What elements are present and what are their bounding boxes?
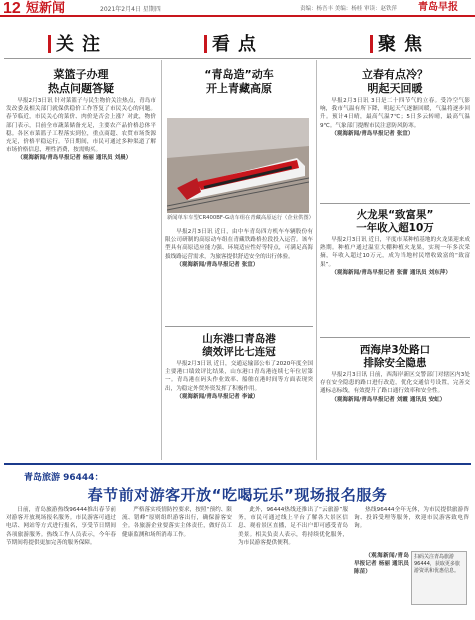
section-rule [165, 326, 313, 327]
bottom-col4-text: 热线96444全年无休，为市民提供旅游咨询、投诉受理等服务，欢迎市民游客致电咨询。 [354, 507, 469, 530]
right-title-line2: 明起天回暖 [367, 82, 423, 95]
bottom-footer-block [354, 552, 409, 612]
middle2-title-line2: 绩效评比七连冠 [202, 346, 276, 358]
bottom-col1 [6, 506, 116, 616]
heading-bar [370, 35, 373, 53]
right-article3-body [320, 371, 470, 455]
right-title3: 火龙果“致富果” [356, 209, 434, 221]
bottom-col4 [354, 506, 469, 550]
right-title-line1: 立春有点冷？ [362, 68, 428, 81]
middle2-article-body [165, 360, 313, 455]
left-article-body [6, 97, 156, 452]
right-body1-text: 早报2月3日讯 3日是二十四节气的立春。受冷空气影响，我市气温有所下降，明起天气逐渐回暖，气温将逐步回升。预计4日晴，最高气温7℃；5日多云转晴，最高气温9℃。气象部门提醒市民注意防风防寒。 [320, 98, 470, 129]
middle-body-footer: （观海新闻/青岛早报记者 张宣） [176, 261, 259, 268]
train-photo [167, 118, 309, 213]
promo-text: 扫码关注青岛旅游96444，获取更多旅游资讯和优惠信息。 [414, 554, 460, 574]
right-title4: 一年收入超10万 [356, 222, 434, 234]
bottom-col3-text: 此外，96444热线还推出了“云旅游”服务，市民可通过线上平台了解各大景区信息、观看景区直播，足不出户即可感受青岛美景。相关负责人表示，将持续优化服务，为市民游客提供便利。 [238, 507, 348, 546]
bottom-col2 [122, 506, 232, 616]
heading-left-label: 关注 [56, 34, 108, 55]
bottom-headline: 春节前对游客开放“吃喝玩乐”现场报名服务 [87, 486, 388, 504]
middle2-body-footer: （观海新闻/青岛早报记者 李诚） [176, 393, 259, 400]
bottom-col1-text: 日前，青岛旅游热线96444推出春节前对游客开放现场报名服务。市民游客可通过电话、网站等方式进行报名，享受节日期间各项旅游服务。热线工作人员表示，今年春节期间将提供更加完善的服务保障。 [6, 507, 116, 546]
right-body3-text: 早报2月3日讯 日前，西海岸新区交警部门对辖区内3处存在安全隐患的路口进行改造，优化交通信号设置，完善交通标志标线，有效提升了路口通行效率和安全性。 [320, 372, 470, 395]
page-number: 12 [3, 0, 21, 17]
column-divider [161, 60, 162, 460]
middle-title-line2: 开上青藏高原 [206, 82, 272, 95]
column-divider [316, 60, 317, 460]
right-title5: 西海岸3处路口 [359, 344, 431, 356]
right-body1-footer: （观海新闻/青岛早报记者 张宣） [331, 130, 414, 137]
promo-box [411, 551, 467, 605]
bottom-footer: （观海新闻/青岛早报记者 杨丽 通讯员 陈苗） [354, 553, 409, 576]
page-header [0, 0, 475, 17]
middle2-body-text: 早报2月3日讯 近日，交通运输部公布了2020年度全国主要港口绩效评比结果，山东港口青岛港连续七年位居第一。青岛港在码头作业效率、船舶在港时间等方面表现突出，为稳定外贸外资发挥了积极作用。 [165, 361, 313, 392]
heading-middle-label: 看点 [212, 34, 264, 55]
column-heading-left [0, 26, 160, 66]
middle-body-text: 早报2月3日讯 近日，由中车青岛四方机车车辆股份有限公司研制的高原动车组在青藏铁路格拉段投入运营。该车型具有高原适应能力强、环境适应性好等特点，可满足高海拔线路运营需求，为旅客提供舒适安全的出行体验。 [165, 229, 313, 260]
right-article2-body [320, 236, 470, 332]
page-name: 短新闻 [26, 1, 66, 16]
left-body-text: 早报2月3日讯 针对菜篮子与民生物价关注热点，青岛市发改委及相关部门就保供稳价工作答复了市民关心的问题。春节临近，市民关心的菜价、肉价是否会上涨？对此，物价部门表示，目前全市蔬菜储备充足，主要农产品价格总体平稳。各区市菜篮子工程落实到位，重点商超、农贸市场货源充足，价格平稳运行。节日期间，市民可通过多种渠道了解市场价格信息，理性消费，按需购买。 [6, 98, 156, 154]
middle2-title-line1: 山东港口青岛港 [202, 333, 276, 345]
bottom-col3 [238, 506, 348, 616]
right-body2-footer: （观海新闻/青岛早报记者 张蕾 通讯员 刘东萍） [331, 269, 451, 276]
right-body3-footer: （观海新闻/青岛早报记者 刘霞 通讯员 安虹） [331, 396, 446, 403]
left-title-line2: 热点问题答疑 [48, 82, 114, 95]
column-heading-middle [160, 26, 320, 66]
bottom-col2-text: 严格落实疫情防控要求，按照“预约、限流、错峰”原则组织游客出行，确保游客安全。各旅游企业要落实主体责任，做好员工健康监测和场所消毒工作。 [122, 507, 232, 538]
right-title6: 排除安全隐患 [363, 357, 427, 369]
left-title-line1: 菜篮子办理 [53, 68, 109, 81]
bottom-section-rule [4, 463, 471, 465]
right-article1-body [320, 97, 470, 201]
heading-bar [204, 35, 207, 53]
column-heading-right [320, 26, 475, 66]
section-rule [320, 203, 470, 204]
right-body2-text: 早报2月3日讯 近日，平度市某种植基地的火龙果迎来成熟期。种植户通过温室大棚种植火龙果，实现一年多次采摘，年收入超过10万元，成为当地村民增收致富的“致富果”。 [320, 237, 470, 268]
middle-article-body [165, 228, 313, 318]
section-rule [320, 337, 470, 338]
issue-date: 2021年2月4日 星期四 [100, 6, 161, 13]
photo-caption: 新闻单车车型CR400BF-G动车组在青藏高原运行（企业供图） [167, 215, 314, 221]
left-body-footer: （观海新闻/青岛早报记者 杨丽 通讯员 刘晨） [17, 155, 132, 162]
newspaper-logo: 青岛早报 [418, 2, 458, 13]
heading-rule [4, 58, 471, 59]
bottom-kicker: 青岛旅游 96444： [24, 473, 104, 483]
middle-title-line1: “青岛造”动车 [204, 68, 274, 81]
heading-bar [48, 35, 51, 53]
editors-line: 责编：杨吾丰 美编：杨桂 审读：赵铁萍 [300, 6, 397, 12]
train-illustration [167, 118, 309, 213]
heading-right-label: 聚焦 [378, 34, 430, 55]
